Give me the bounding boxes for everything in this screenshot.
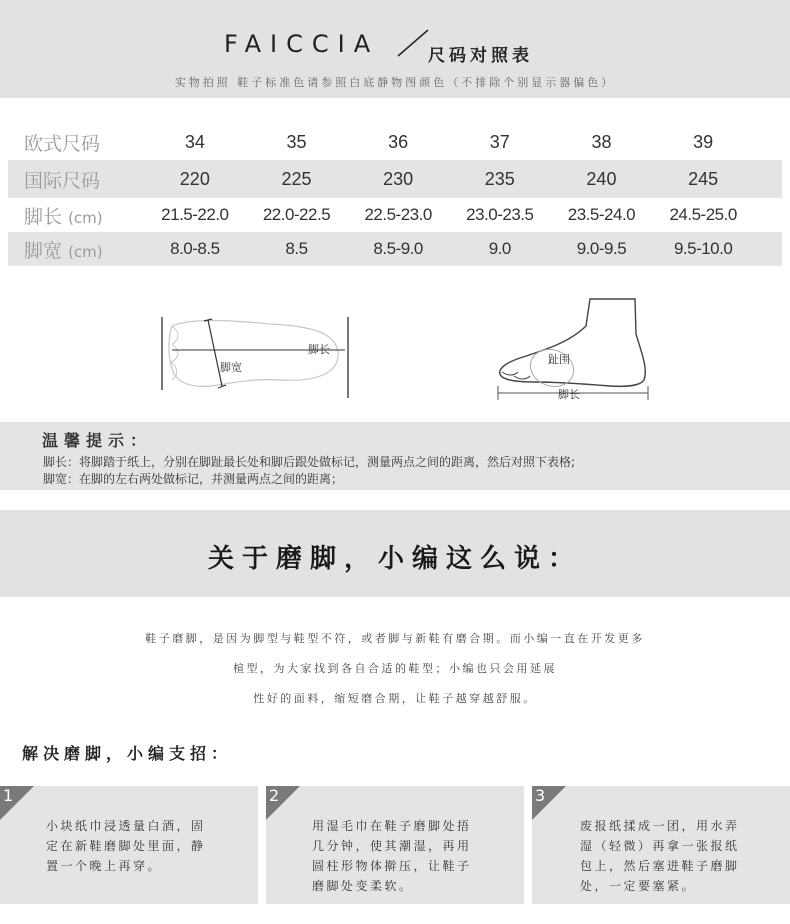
page-title: 尺码对照表: [428, 46, 533, 66]
size-table: [8, 124, 782, 266]
table-cell: 23.0-23.5: [449, 198, 551, 233]
foot-length-label: 脚长: [558, 388, 580, 401]
table-row: [8, 161, 782, 198]
header-subtitle: 实物拍照 鞋子标准色请参照白底静物图颜色（不排除个别显示器偏色）: [174, 76, 616, 89]
solution-card: [532, 786, 790, 904]
table-row: [8, 233, 782, 266]
card-number: 3: [535, 786, 546, 805]
table-cell: 35: [246, 124, 348, 161]
card-number: 2: [269, 786, 280, 805]
tip-line: 脚长：将脚踏于纸上，分别在脚趾最长处和脚后跟处做标记，测量两点之间的距离，然后对照下表格;: [43, 455, 576, 469]
card-text: 用湿毛巾在鞋子磨脚处捂 几分钟，使其潮湿，再用 圆柱形物体擀压，让鞋子 磨脚处变柔软。: [312, 819, 472, 893]
header-banner: [0, 0, 790, 98]
solutions-title: 解决磨脚，小编支招：: [22, 744, 233, 763]
card-text: 小块纸巾浸透量白酒，固 定在新鞋磨脚处里面，静 置一个晚上再穿。: [46, 819, 206, 873]
solution-card: [266, 786, 524, 904]
spacer-cell: [754, 233, 782, 266]
spacer-cell: [754, 124, 782, 161]
table-cell: 245: [652, 161, 754, 198]
table-cell: 8.0-8.5: [144, 233, 246, 266]
spacer-cell: [754, 198, 782, 233]
table-cell: 22.0-22.5: [246, 198, 348, 233]
table-cell: 9.0-9.5: [551, 233, 653, 266]
foot-width-label: 脚宽: [220, 361, 242, 374]
table-cell: 230: [347, 161, 449, 198]
foot-length-label: 脚长: [308, 343, 330, 356]
table-cell: 39: [652, 124, 754, 161]
row-label: 脚长 (cm): [8, 198, 144, 233]
table-cell: 36: [347, 124, 449, 161]
card-text: 废报纸揉成一团，用水弄 湿（轻微）再拿一张报纸 包上，然后塞进鞋子磨脚 处，一定要塞紧。: [580, 819, 740, 893]
slash-divider: [396, 28, 430, 58]
table-cell: 8.5-9.0: [347, 233, 449, 266]
table-cell: 22.5-23.0: [347, 198, 449, 233]
solution-card: [0, 786, 258, 904]
row-label: 国际尺码: [8, 161, 144, 198]
table-cell: 21.5-22.0: [144, 198, 246, 233]
spacer-cell: [754, 161, 782, 198]
paragraph-line: 性好的面料，缩短磨合期，让鞋子越穿越舒服。: [253, 692, 537, 705]
tip-line: 脚宽：在脚的左右两处做标记，并测量两点之间的距离；: [43, 472, 344, 486]
table-cell: 34: [144, 124, 246, 161]
table-cell: 37: [449, 124, 551, 161]
paragraph-line: 楦型，为大家找到各自合适的鞋型；小编也只会用延展: [233, 662, 557, 675]
table-row: [8, 198, 782, 233]
row-label: 欧式尺码: [8, 124, 144, 161]
foot-top-view-diagram: [150, 312, 360, 402]
table-cell: 9.0: [449, 233, 551, 266]
brand-logo: FAICCIA: [224, 30, 380, 58]
section-banner: [0, 510, 790, 597]
table-cell: 24.5-25.0: [652, 198, 754, 233]
row-label: 脚宽 (cm): [8, 233, 144, 266]
table-cell: 240: [551, 161, 653, 198]
toe-girth-label: 趾围: [548, 353, 570, 366]
table-row: [8, 124, 782, 161]
table-cell: 225: [246, 161, 348, 198]
table-cell: 220: [144, 161, 246, 198]
table-cell: 8.5: [246, 233, 348, 266]
card-number: 1: [3, 786, 14, 805]
tips-title: 温馨提示：: [42, 431, 153, 450]
foot-side-view-diagram: [490, 294, 660, 406]
paragraph-line: 鞋子磨脚，是因为脚型与鞋型不符，或者脚与新鞋有磨合期。而小编一直在开发更多: [145, 632, 645, 645]
tips-panel: [0, 422, 790, 490]
table-cell: 235: [449, 161, 551, 198]
table-cell: 23.5-24.0: [551, 198, 653, 233]
table-cell: 9.5-10.0: [652, 233, 754, 266]
section-title: 关于磨脚，小编这么说：: [207, 544, 582, 574]
table-cell: 38: [551, 124, 653, 161]
